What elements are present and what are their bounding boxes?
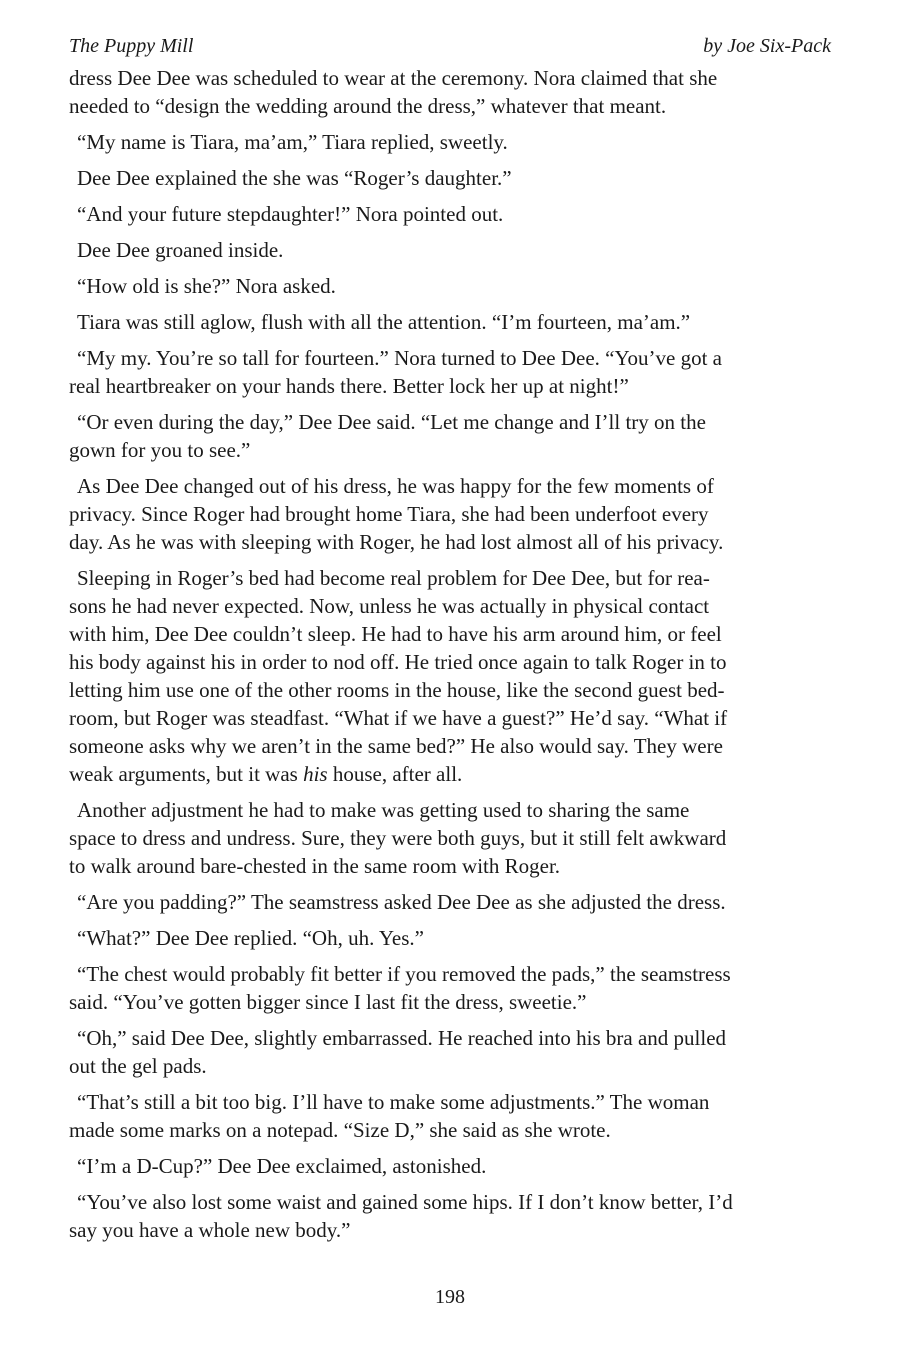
text-line: “Oh,” said Dee Dee, slightly embarrassed. He reached into his bra and pulled bbox=[77, 1026, 727, 1050]
text-line: made some marks on a notepad. “Size D,” she said as she wrote. bbox=[69, 1118, 611, 1142]
text-line: Dee Dee explained the she was “Roger’s daughter.” bbox=[77, 166, 512, 190]
text-line: weak arguments, but it was his house, after all. bbox=[69, 762, 463, 786]
text-line: needed to “design the wedding around the dress,” whatever that meant. bbox=[69, 94, 667, 118]
text-line: real heartbreaker on your hands there. Better lock her up at night!” bbox=[69, 374, 629, 398]
page-header bbox=[69, 34, 831, 58]
text-line: “What?” Dee Dee replied. “Oh, uh. Yes.” bbox=[77, 926, 424, 950]
text-line: gown for you to see.” bbox=[69, 438, 251, 462]
paragraph bbox=[69, 924, 859, 952]
text-line: “The chest would probably fit better if you removed the pads,” the seamstress bbox=[77, 962, 731, 986]
paragraph bbox=[69, 1188, 859, 1244]
text-line: to walk around bare-chested in the same room with Roger. bbox=[69, 854, 561, 878]
text-line: “You’ve also lost some waist and gained some hips. If I don’t know better, I’d bbox=[77, 1190, 733, 1214]
text-line: “My name is Tiara, ma’am,” Tiara replied, sweetly. bbox=[77, 130, 508, 154]
paragraph bbox=[69, 164, 859, 192]
text-line: privacy. Since Roger had brought home Tiara, she had been underfoot every bbox=[69, 502, 709, 526]
page-body bbox=[69, 64, 859, 1244]
text-line: day. As he was with sleeping with Roger, he had lost almost all of his privacy. bbox=[69, 530, 724, 554]
text-line: dress Dee Dee was scheduled to wear at the ceremony. Nora claimed that she bbox=[69, 66, 718, 90]
paragraph bbox=[69, 1152, 859, 1180]
text-line: Another adjustment he had to make was getting used to sharing the same bbox=[77, 798, 690, 822]
paragraph bbox=[69, 308, 859, 336]
text-line: out the gel pads. bbox=[69, 1054, 207, 1078]
running-author: by Joe Six-Pack bbox=[703, 35, 831, 57]
page-number: 198 bbox=[435, 1286, 465, 1308]
text-line: “I’m a D-Cup?” Dee Dee exclaimed, astonished. bbox=[77, 1154, 487, 1178]
text-line: As Dee Dee changed out of his dress, he was happy for the few moments of bbox=[77, 474, 714, 498]
text-line: someone asks why we aren’t in the same bed?” He also would say. They were bbox=[69, 734, 723, 758]
text-line: “My my. You’re so tall for fourteen.” Nora turned to Dee Dee. “You’ve got a bbox=[77, 346, 723, 370]
paragraph bbox=[69, 64, 859, 120]
paragraph bbox=[69, 960, 859, 1016]
text-line: said. “You’ve gotten bigger since I last fit the dress, sweetie.” bbox=[69, 990, 587, 1014]
text-line: “That’s still a bit too big. I’ll have to make some adjustments.” The woman bbox=[77, 1090, 710, 1114]
paragraph bbox=[69, 236, 859, 264]
text-line: letting him use one of the other rooms in the house, like the second guest bed- bbox=[69, 678, 725, 702]
paragraph bbox=[69, 1024, 859, 1080]
paragraph bbox=[69, 272, 859, 300]
paragraph bbox=[69, 564, 859, 788]
text-line: room, but Roger was steadfast. “What if we have a guest?” He’d say. “What if bbox=[69, 706, 728, 730]
text-line: Dee Dee groaned inside. bbox=[77, 238, 284, 262]
paragraph bbox=[69, 888, 859, 916]
text-line: Sleeping in Roger’s bed had become real problem for Dee Dee, but for rea- bbox=[77, 566, 710, 590]
text-line: his body against his in order to nod off. He tried once again to talk Roger in to bbox=[69, 650, 727, 674]
text-line: “And your future stepdaughter!” Nora pointed out. bbox=[77, 202, 504, 226]
paragraph bbox=[69, 472, 859, 556]
text-line: Tiara was still aglow, flush with all the attention. “I’m fourteen, ma’am.” bbox=[77, 310, 691, 334]
text-line: space to dress and undress. Sure, they were both guys, but it still felt awkward bbox=[69, 826, 727, 850]
page-footer bbox=[0, 1283, 900, 1311]
text-line: with him, Dee Dee couldn’t sleep. He had to have his arm around him, or feel bbox=[69, 622, 722, 646]
text-line: sons he had never expected. Now, unless he was actually in physical contact bbox=[69, 594, 710, 618]
paragraph bbox=[69, 408, 859, 464]
paragraph bbox=[69, 344, 859, 400]
paragraph bbox=[69, 1088, 859, 1144]
text-line: say you have a whole new body.” bbox=[69, 1218, 351, 1242]
paragraph bbox=[69, 796, 859, 880]
text-line: “Or even during the day,” Dee Dee said. “Let me change and I’ll try on the bbox=[77, 410, 706, 434]
paragraph bbox=[69, 128, 859, 156]
text-line: “Are you padding?” The seamstress asked Dee Dee as she adjusted the dress. bbox=[77, 890, 726, 914]
running-title: The Puppy Mill bbox=[69, 35, 194, 57]
paragraph bbox=[69, 200, 859, 228]
text-line: “How old is she?” Nora asked. bbox=[77, 274, 336, 298]
